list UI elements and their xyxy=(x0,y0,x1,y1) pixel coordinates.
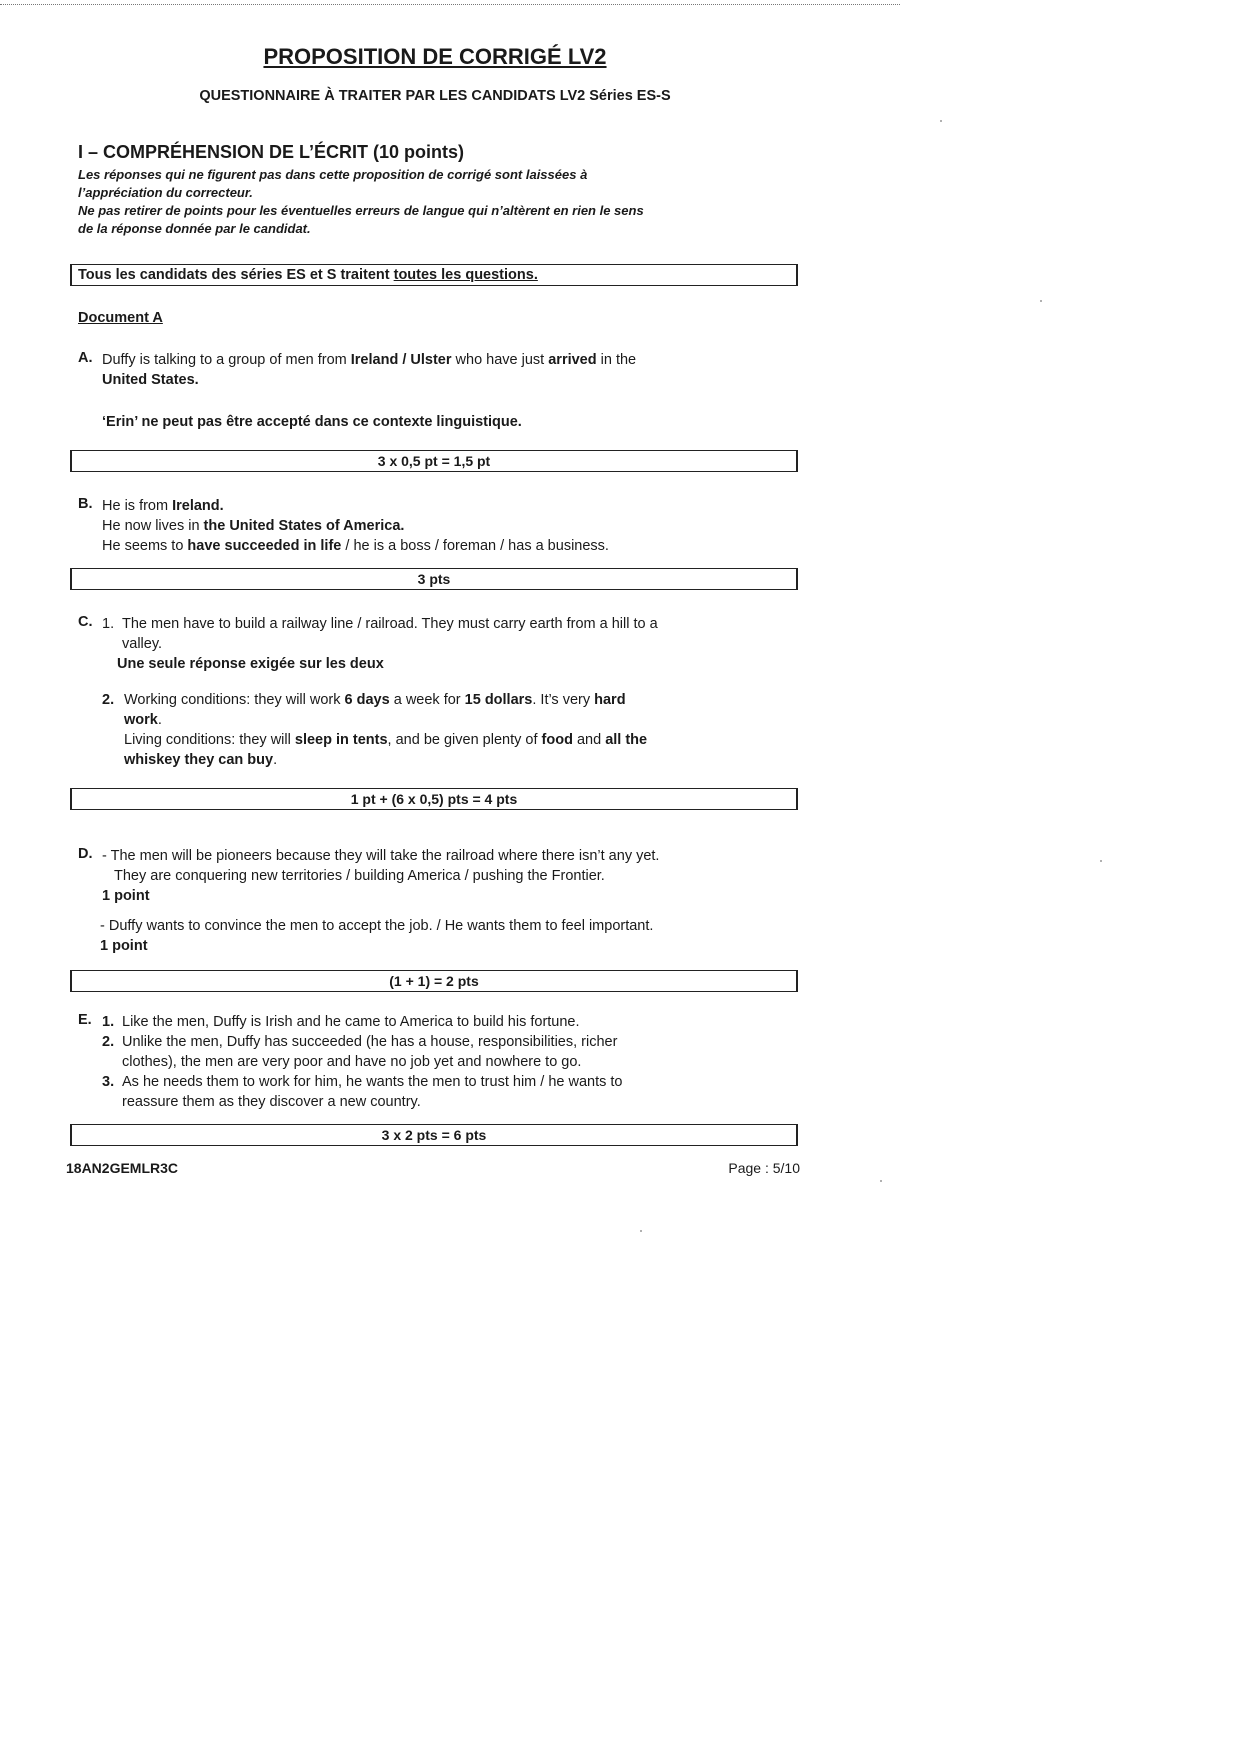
answer-c2-line: Working conditions: they will work 6 days a week for 15 dollars. It’s very hard xyxy=(124,692,626,708)
answer-a-line: United States. xyxy=(102,372,199,388)
answer-d2 xyxy=(100,916,800,956)
answer-d1 xyxy=(102,846,802,906)
answer-e3-line: As he needs them to work for him, he wants the men to trust him / he wants to xyxy=(122,1074,623,1090)
answer-d1-line: - The men will be pioneers because they will take the railroad where there isn’t any yet. xyxy=(102,848,660,864)
answer-c2-line: work. xyxy=(124,712,162,728)
page-number: Page : 5/10 xyxy=(728,1160,800,1176)
score-box-c: 1 pt + (6 x 0,5) pts = 4 pts xyxy=(70,788,798,810)
answer-b xyxy=(102,496,802,556)
page-subtitle: QUESTIONNAIRE À TRAITER PAR LES CANDIDATS LV2 Séries ES-S xyxy=(199,88,671,104)
question-letter-d: D. xyxy=(78,846,93,862)
scan-speck xyxy=(940,120,942,122)
answer-a xyxy=(102,350,802,390)
answer-c2-line: Living conditions: they will sleep in tents, and be given plenty of food and all the xyxy=(124,732,648,748)
answer-d2-line: - Duffy wants to convince the men to accept the job. / He wants them to feel important. xyxy=(100,918,654,934)
answer-c1-line: valley. xyxy=(122,636,163,652)
grading-note-line: l’appréciation du correcteur. xyxy=(78,185,253,200)
answer-a-line: Duffy is talking to a group of men from Ireland / Ulster who have just arrived in the xyxy=(102,352,637,368)
answer-d2-points: 1 point xyxy=(100,938,148,954)
grading-note-line: Ne pas retirer de points pour les éventuelles erreurs de langue qui n’altèrent en rien le sens xyxy=(78,203,644,218)
score-box-b: 3 pts xyxy=(70,568,798,590)
answer-e2 xyxy=(122,1032,802,1072)
answer-d1-points: 1 point xyxy=(102,888,150,904)
grading-note-line: Les réponses qui ne figurent pas dans cette proposition de corrigé sont laissées à xyxy=(78,167,588,182)
grading-note-line: de la réponse donnée par le candidat. xyxy=(78,221,311,236)
answer-c2-line: whiskey they can buy. xyxy=(124,752,278,768)
scan-speck xyxy=(1040,300,1042,302)
page-title: PROPOSITION DE CORRIGÉ LV2 xyxy=(263,44,607,69)
answer-b-line: He is from Ireland. xyxy=(102,498,224,514)
answer-e-number-1: 1. xyxy=(102,1014,115,1030)
answer-c-number-1: 1. xyxy=(102,616,115,632)
question-letter-b: B. xyxy=(78,496,93,512)
grading-note xyxy=(78,166,818,238)
scan-speck xyxy=(1100,860,1102,862)
question-letter-c: C. xyxy=(78,614,93,630)
scan-artifact-line xyxy=(0,4,900,5)
scan-speck xyxy=(640,1230,642,1232)
question-letter-a: A. xyxy=(78,350,93,366)
answer-e2-line: clothes), the men are very poor and have no job yet and nowhere to go. xyxy=(122,1054,582,1070)
answer-e3 xyxy=(122,1072,802,1112)
document-label: Document A xyxy=(78,310,163,326)
score-box-e: 3 x 2 pts = 6 pts xyxy=(70,1124,798,1146)
answer-e3-line: reassure them as they discover a new country. xyxy=(122,1094,421,1110)
question-letter-e: E. xyxy=(78,1012,92,1028)
answer-c1 xyxy=(122,614,802,654)
instruction-emphasis: toutes les questions. xyxy=(393,267,538,283)
answer-c2 xyxy=(124,690,802,770)
answer-e-number-3: 3. xyxy=(102,1074,115,1090)
answer-b-line: He now lives in the United States of America. xyxy=(102,518,405,534)
answer-e-number-2: 2. xyxy=(102,1034,115,1050)
document-code: 18AN2GEMLR3C xyxy=(66,1160,179,1176)
answer-a-note: ‘Erin’ ne peut pas être accepté dans ce contexte linguistique. xyxy=(102,414,522,430)
answer-e2-line: Unlike the men, Duffy has succeeded (he has a house, responsibilities, richer xyxy=(122,1034,618,1050)
answer-c1-line: The men have to build a railway line / railroad. They must carry earth from a hill to a xyxy=(122,616,658,632)
answer-c1-note: Une seule réponse exigée sur les deux xyxy=(117,656,384,672)
answer-b-line: He seems to have succeeded in life / he is a boss / foreman / has a business. xyxy=(102,538,609,554)
instruction-text: Tous les candidats des séries ES et S traitent xyxy=(78,267,394,283)
score-box-a: 3 x 0,5 pt = 1,5 pt xyxy=(70,450,798,472)
section-title: I – COMPRÉHENSION DE L’ÉCRIT (10 points) xyxy=(78,142,465,162)
answer-c-number-2: 2. xyxy=(102,692,115,708)
answer-e1: Like the men, Duffy is Irish and he came to America to build his fortune. xyxy=(122,1014,580,1030)
score-box-d: (1 + 1) = 2 pts xyxy=(70,970,798,992)
scan-speck xyxy=(880,1180,882,1182)
answer-d1-line: They are conquering new territories / building America / pushing the Frontier. xyxy=(114,868,605,884)
instruction-box xyxy=(70,264,798,286)
